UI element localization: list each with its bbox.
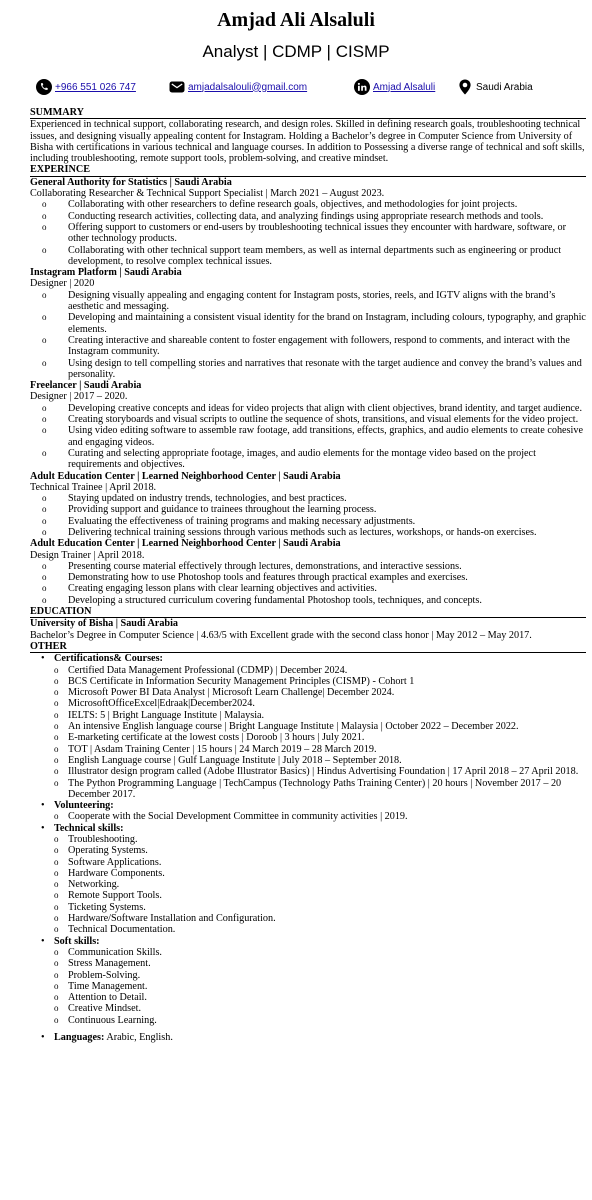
list-item: o Attention to Detail. <box>68 992 586 1003</box>
languages-label: Languages: <box>54 1032 105 1044</box>
list-item: o The Python Programming Language | TechCampus (Technology Paths Training Center) | 20 hours | November 2017 – 20 December 2017. <box>68 778 586 801</box>
contact-phone <box>36 76 136 98</box>
job-role: Designer | 2020 <box>30 278 95 290</box>
job-org: General Authority for Statistics | Saudi Arabia <box>30 176 232 188</box>
list-item: o Stress Management. <box>68 958 586 969</box>
technical-skills-list <box>54 834 586 936</box>
list-item: o Microsoft Power BI Data Analyst | Microsoft Learn Challenge| December 2024. <box>68 687 586 698</box>
education-org: University of Bisha | Saudi Arabia <box>30 618 179 630</box>
phone-link[interactable]: +966 551 026 747 <box>55 81 136 93</box>
list-item: o Continuous Learning. <box>68 1015 586 1026</box>
list-item: o Developing and maintaining a consistent visual identity for the brand on Instagram, including colours, typography, and graphic elements. <box>68 312 586 335</box>
list-item: o MicrosoftOfficeExcel|Edraak|December2024. <box>68 698 586 709</box>
job-bullets <box>30 561 586 606</box>
contact-bar <box>36 76 586 98</box>
list-item: o English Language course | Gulf Language Institute | July 2018 – September 2018. <box>68 755 586 766</box>
other-list <box>30 653 586 1043</box>
list-item: o Troubleshooting. <box>68 834 586 845</box>
volunteering-label: Volunteering: <box>54 800 114 812</box>
job-entry <box>30 267 586 380</box>
list-item: o Developing creative concepts and ideas for video projects that align with client objectives, brand identity, and target audience. <box>68 403 586 414</box>
experience-heading: EXPERINCE <box>30 164 586 176</box>
list-item: o Networking. <box>68 879 586 890</box>
candidate-name: Amjad Ali Alsaluli <box>217 9 375 31</box>
job-role: Designer | 2017 – 2020. <box>30 391 128 403</box>
list-item: o Staying updated on industry trends, technologies, and best practices. <box>68 493 586 504</box>
job-org: Instagram Platform | Saudi Arabia <box>30 267 182 279</box>
list-item: o Software Applications. <box>68 857 586 868</box>
list-item: o Delivering technical training sessions through various methods such as lectures, workshops, or hands-on exercises. <box>68 527 586 538</box>
list-item: o Hardware Components. <box>68 868 586 879</box>
list-item: o Cooperate with the Social Development Committee in community activities | 2019. <box>68 811 586 822</box>
list-item: o IELTS: 5 | Bright Language Institute | Malaysia. <box>68 710 586 721</box>
list-item: o Communication Skills. <box>68 947 586 958</box>
list-item: o Creating interactive and shareable content to foster engagement with followers, respond to comments, and interact with the Instagram community. <box>68 335 586 358</box>
volunteering-list <box>54 811 586 822</box>
job-bullets <box>30 290 586 380</box>
summary-text: Experienced in technical support, collaborating research, and design roles. Skilled in defining research goals, troubleshooting technical issues, and designing visually appealing content for Instagram. Holding a Bachelor’s degree in Computer Science from University of Bisha with certifications in various technical and language courses. In addition to Possessing a diverse range of technical and soft skills, including troubleshooting, remote support tools, problem-solving, and creative mindset. <box>30 119 585 165</box>
job-org: Freelancer | Saudi Arabia <box>30 380 142 392</box>
job-bullets <box>30 493 586 538</box>
job-org: Adult Education Center | Learned Neighborhood Center | Saudi Arabia <box>30 470 341 482</box>
list-item: o Developing a structured curriculum covering fundamental Photoshop tools, techniques, and concepts. <box>68 595 586 606</box>
soft-skills-label: Soft skills: <box>54 935 100 947</box>
list-item: o Illustrator design program called (Adobe Illustrator Basics) | Hindus Advertising Foundation | 17 April 2018 – 27 April 2018. <box>68 766 586 777</box>
technical-skills-label: Technical skills: <box>54 822 124 834</box>
resume-content <box>30 107 586 1043</box>
other-heading: OTHER <box>30 641 586 653</box>
email-link[interactable]: amjadalsalouli@gmail.com <box>188 81 308 93</box>
phone-icon <box>36 79 52 95</box>
soft-skills-group <box>54 936 586 1026</box>
list-item: o Remote Support Tools. <box>68 890 586 901</box>
location-pin-icon <box>457 79 473 95</box>
list-item: o An intensive English language course | Bright Language Institute | Malaysia | October 2022 – December 2022. <box>68 721 586 732</box>
certifications-group <box>54 653 586 800</box>
job-entry <box>30 471 586 539</box>
soft-skills-list <box>54 947 586 1026</box>
job-role: Design Trainer | April 2018. <box>30 549 145 561</box>
list-item: o Problem-Solving. <box>68 970 586 981</box>
list-item: o Ticketing Systems. <box>68 902 586 913</box>
technical-skills-group <box>54 823 586 936</box>
list-item: o Designing visually appealing and engaging content for Instagram posts, stories, reels, and IGTV aligns with the brand’s aesthetic and messaging. <box>68 290 586 313</box>
job-role: Technical Trainee | April 2018. <box>30 481 157 493</box>
contact-location <box>457 76 533 98</box>
languages-group <box>54 1032 586 1043</box>
list-item: o Creative Mindset. <box>68 1003 586 1014</box>
list-item: o Certified Data Management Professional (CDMP) | December 2024. <box>68 665 586 676</box>
job-entry <box>30 538 586 606</box>
job-org: Adult Education Center | Learned Neighborhood Center | Saudi Arabia <box>30 538 341 550</box>
list-item: o E-marketing certificate at the lowest costs | Doroob | 3 hours | July 2021. <box>68 732 586 743</box>
list-item: o BCS Certificate in Information Security Management Principles (CISMP) - Cohort 1 <box>68 676 586 687</box>
list-item: o Curating and selecting appropriate footage, images, and audio elements for the montage video based on the project requirements and objectives. <box>68 448 586 471</box>
list-item: o Collaborating with other researchers to define research goals, objectives, and methodologies for joint projects. <box>68 199 586 210</box>
summary-heading: SUMMARY <box>30 107 586 119</box>
list-item: o Time Management. <box>68 981 586 992</box>
certifications-label: Certifications& Courses: <box>54 653 163 665</box>
list-item: o Presenting course material effectively through lectures, demonstrations, and interactive sessions. <box>68 561 586 572</box>
list-item: o Demonstrating how to use Photoshop tools and features through practical examples and exercises. <box>68 572 586 583</box>
job-bullets <box>30 199 586 267</box>
job-bullets <box>30 403 586 471</box>
list-item: o Creating engaging lesson plans with clear learning objectives and activities. <box>68 583 586 594</box>
list-item: o Operating Systems. <box>68 845 586 856</box>
certifications-list <box>54 665 586 801</box>
list-item: o Hardware/Software Installation and Configuration. <box>68 913 586 924</box>
list-item: o TOT | Asdam Training Center | 15 hours | 24 March 2019 – 28 March 2019. <box>68 744 586 755</box>
list-item: o Using design to tell compelling stories and narratives that resonate with the target audience and convey the brand’s values and personality. <box>68 358 586 381</box>
linkedin-icon <box>354 79 370 95</box>
education-detail: Bachelor’s Degree in Computer Science | 4.63/5 with Excellent grade with the second class honor | May 2012 – May 2017. <box>30 629 532 641</box>
job-entry <box>30 380 586 470</box>
job-entry <box>30 177 586 267</box>
location-text: Saudi Arabia <box>476 81 533 93</box>
volunteering-group <box>54 800 586 823</box>
job-role: Collaborating Researcher & Technical Support Specialist | March 2021 – August 2023. <box>30 188 385 200</box>
list-item: o Using video editing software to assemble raw footage, add transitions, effects, graphics, and audio elements to create cohesive and engaging videos. <box>68 425 586 448</box>
contact-linkedin <box>354 76 435 98</box>
list-item: o Technical Documentation. <box>68 924 586 935</box>
list-item: o Providing support and guidance to trainees throughout the learning process. <box>68 504 586 515</box>
contact-email <box>169 76 307 98</box>
list-item: o Evaluating the effectiveness of training programs and making necessary adjustments. <box>68 516 586 527</box>
email-icon <box>169 79 185 95</box>
list-item: o Offering support to customers or end-users by troubleshooting technical issues they encounter with hardware, software, or other technology products. <box>68 222 586 245</box>
list-item: o Conducting research activities, collecting data, and analyzing findings using appropriate research methods and tools. <box>68 211 586 222</box>
education-heading: EDUCATION <box>30 606 586 618</box>
list-item: o Collaborating with other technical support team members, as well as internal departments such as engineering or product development, to resolve complex technical issues. <box>68 245 586 268</box>
list-item: o Creating storyboards and visual scripts to outline the sequence of shots, transitions, and visual elements for the video project. <box>68 414 586 425</box>
languages-value: Arabic, English. <box>104 1032 173 1044</box>
linkedin-link[interactable]: Amjad Alsaluli <box>373 81 436 93</box>
candidate-title: Analyst | CDMP | CISMP <box>202 42 390 61</box>
